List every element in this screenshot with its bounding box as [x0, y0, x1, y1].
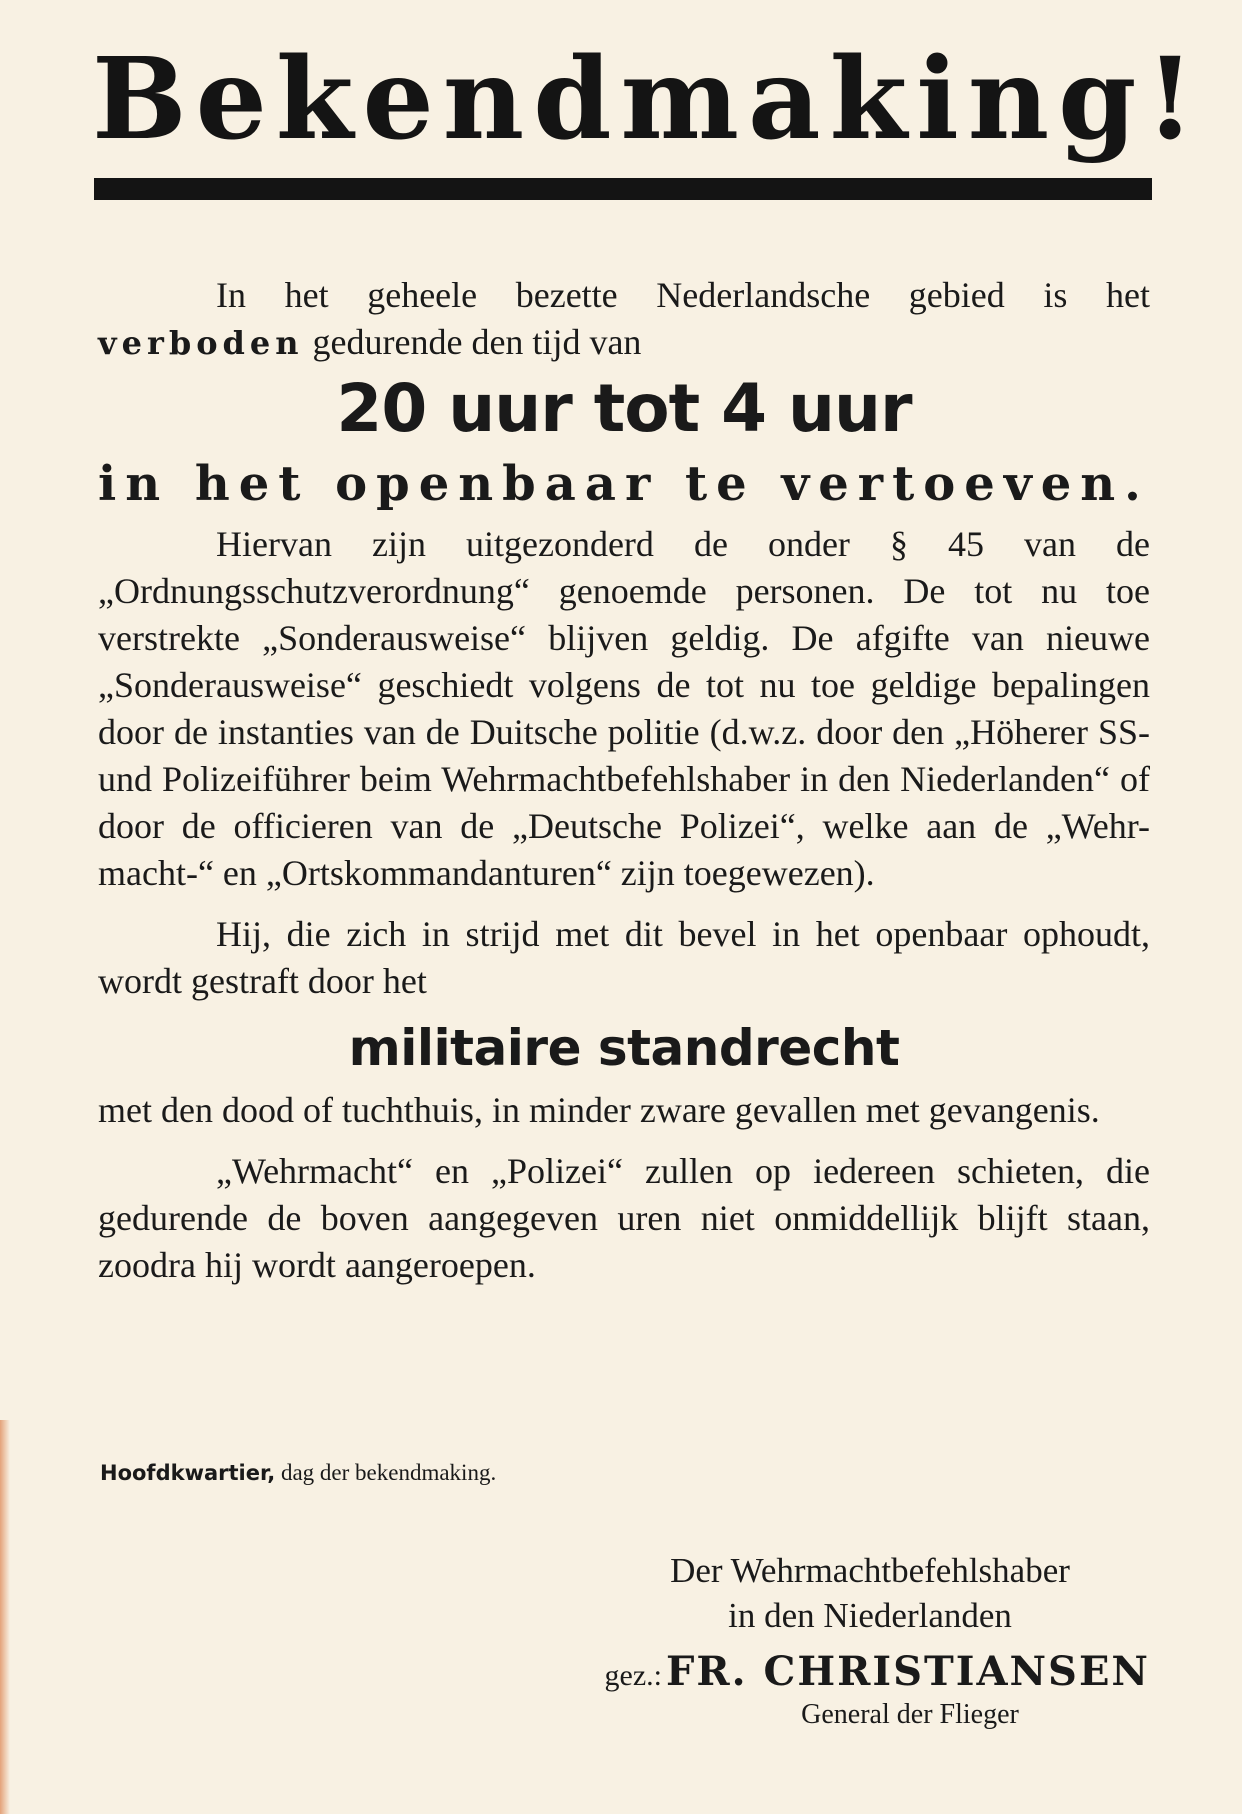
headquarters-date: dag der bekendmaking.: [275, 1460, 497, 1485]
paper-stain: [0, 1420, 10, 1814]
signed-abbrev: gez.:: [604, 1659, 663, 1692]
signature-name-row: [560, 1648, 1180, 1695]
intro-rest: gedurende den tijd van: [303, 322, 642, 362]
paragraph-punishment: met den dood of tuchthuis, in minder zware gevallen met gevangenis.: [98, 1090, 1100, 1130]
poster-body: [98, 272, 1150, 1289]
headquarters-line: [100, 1460, 496, 1486]
poster-title: Bekendmaking!: [92, 34, 1204, 165]
paragraph-warning: „Wehrmacht“ en „Polizei“ zullen op iedereen schieten, die gedurende de boven aangegeven uren niet onmiddellijk blijft staan, zoodra hij wordt aangeroepen.: [98, 1151, 1150, 1285]
paragraph-penalty: Hij, die zich in strijd met dit bevel in het openbaar ophoudt, wordt gestraft door het: [98, 914, 1150, 1001]
public-line: in het openbaar te vertoeven.: [98, 456, 1150, 512]
signature-block: [560, 1548, 1180, 1735]
signature-location: in den Niederlanden: [728, 1596, 1012, 1635]
curfew-hours: 20 uur tot 4 uur: [336, 370, 912, 447]
title-rule: [94, 178, 1152, 200]
martial-law: militaire standrecht: [348, 1019, 900, 1077]
headquarters-label: Hoofdkwartier,: [100, 1461, 276, 1485]
signatory-name: FR. CHRISTIANSEN: [666, 1648, 1150, 1695]
signature-title: Der Wehrmachtbefehlshaber: [670, 1551, 1070, 1590]
intro-line: In het geheele bezette Nederlandsche gebied is het: [216, 275, 1150, 315]
paragraph-exceptions: Hiervan zijn uitgezonderd de onder § 45 van de „Ordnungsschutzverordnung“ genoemde personen. De tot nu toe verstrekte „Sonderausweise“ blijven geldig. De afgifte van nieuwe „Sonderausweise“ geschiedt volgens de tot nu toe geldige bepalingen door de instanties van de Duitsche politie (d.w.z. door den „Höherer SS- und Polizeiführer beim Wehrmachtbefehlshaber in den Niederlanden“ of door de officieren van de „Deutsche Polizei“, welke aan de „Wehr-macht-“ en „Ortskommandanturen“ zijn toegewezen).: [98, 524, 1150, 893]
signatory-rank: General der Flieger: [801, 1699, 1019, 1730]
forbidden-word: verboden: [98, 324, 304, 362]
paragraph-intro: [98, 272, 1150, 367]
